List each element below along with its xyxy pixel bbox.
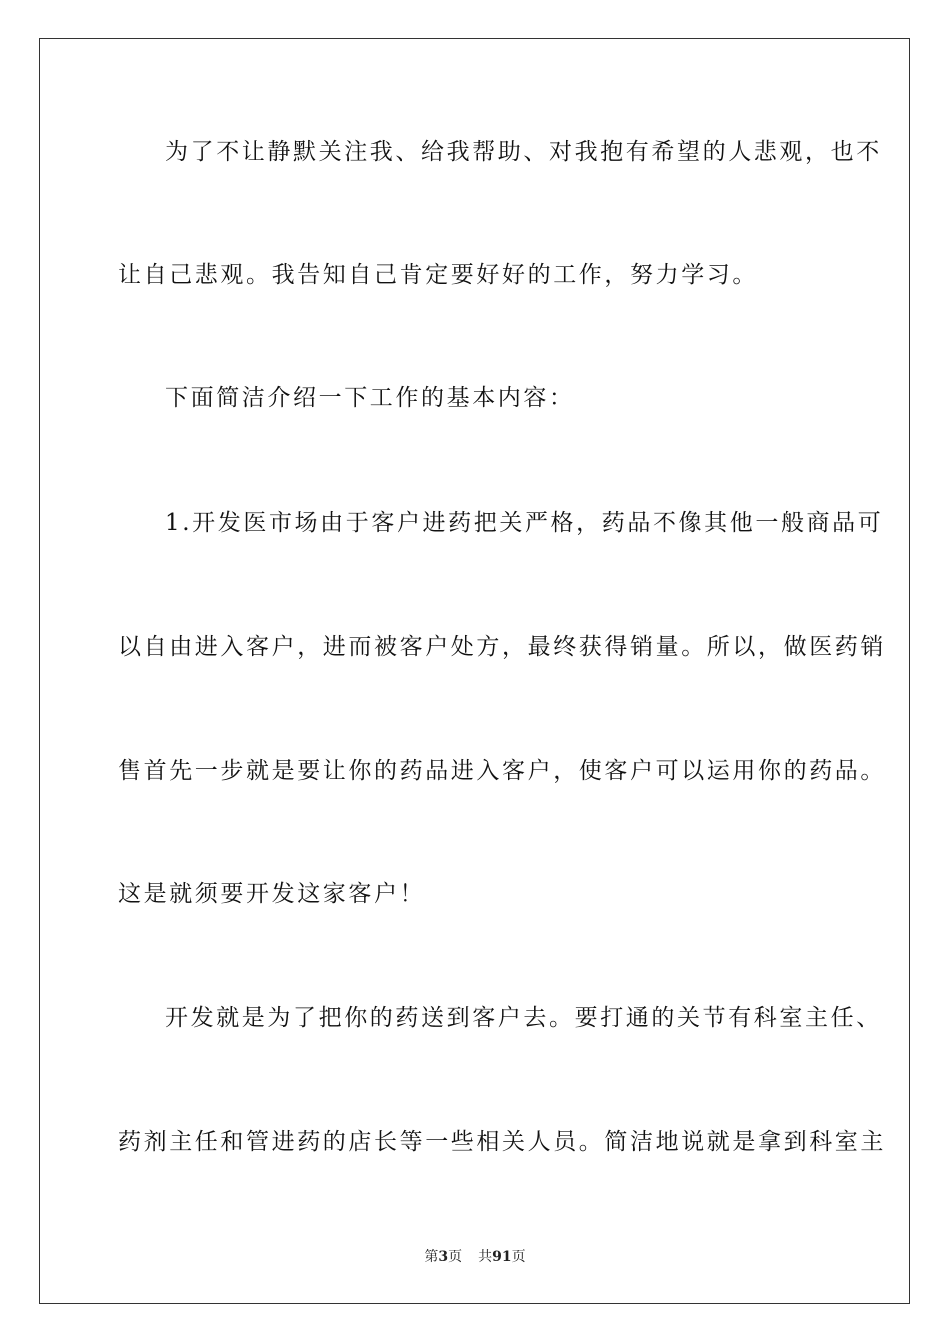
- page-suffix: 页: [448, 1249, 463, 1265]
- paragraph-line-1: 为了不让静默关注我、给我帮助、对我抱有希望的人悲观，也不: [165, 139, 882, 165]
- total-pages: 91: [492, 1249, 512, 1265]
- page-footer: [0, 1248, 950, 1266]
- total-prefix: 共: [478, 1249, 493, 1265]
- page-prefix: 第: [424, 1249, 439, 1265]
- paragraph-line-7: 这是就须要开发这家客户！: [118, 881, 426, 907]
- page-border: [39, 38, 910, 1304]
- total-suffix: 页: [511, 1249, 526, 1265]
- paragraph-line-5: 以自由进入客户，进而被客户处方，最终获得销量。所以，做医药销: [118, 634, 886, 660]
- paragraph-line-6: 售首先一步就是要让你的药品进入客户，使客户可以运用你的药品。: [118, 758, 886, 784]
- paragraph-line-3: 下面简洁介绍一下工作的基本内容：: [165, 385, 575, 411]
- paragraph-line-9: 药剂主任和管进药的店长等一些相关人员。简洁地说就是拿到科室主: [118, 1129, 886, 1155]
- paragraph-line-2: 让自己悲观。我告知自己肯定要好好的工作，努力学习。: [118, 262, 758, 288]
- page-number: 3: [438, 1249, 449, 1265]
- paragraph-line-8: 开发就是为了把你的药送到客户去。要打通的关节有科室主任、: [165, 1005, 882, 1031]
- paragraph-line-4: 1.开发医市场由于客户进药把关严格，药品不像其他一般商品可: [165, 510, 884, 536]
